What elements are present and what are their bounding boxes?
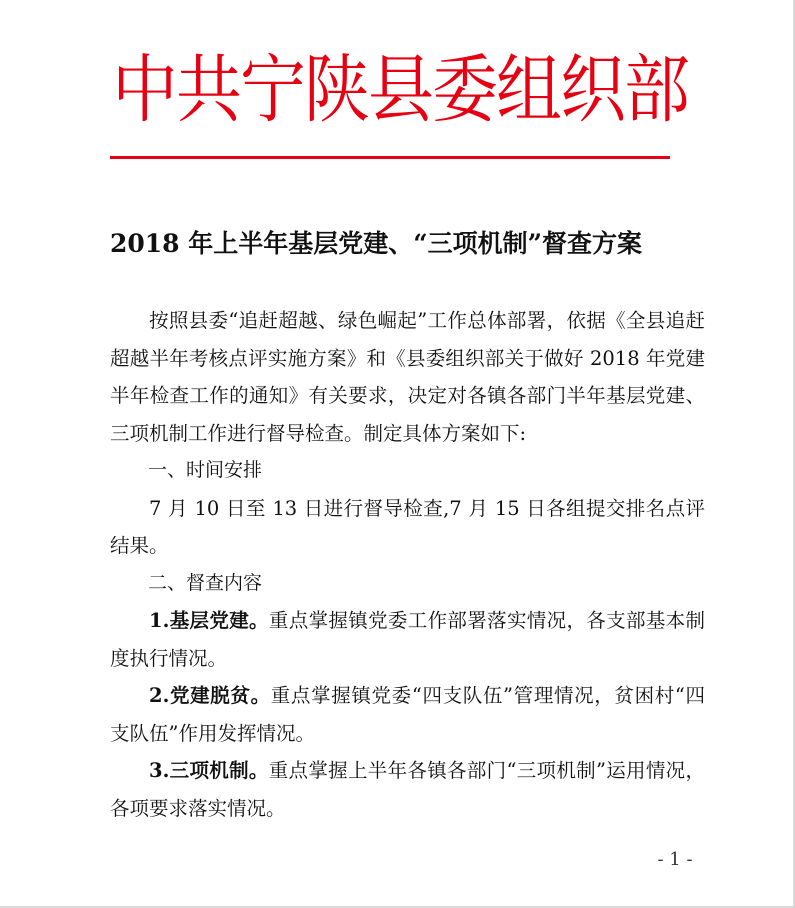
item-poverty-relief-label: 2.党建脱贫。: [149, 684, 271, 707]
document-title: 2018 年上半年基层党建、“三项机制”督查方案: [110, 229, 643, 258]
schedule-paragraph: 7 月 10 日至 13 日进行督导检查,7 月 15 日各组提交排名点评结果。: [110, 496, 705, 557]
org-header-title: 中共宁陕县委组织部: [112, 46, 688, 133]
item-three-mechanisms-text: 重点掌握上半年各镇各部门“三项机制”运用情况，各项要求落实情况。: [110, 759, 705, 820]
item-three-mechanisms: [110, 752, 705, 827]
intro-paragraph: 按照县委“追赶超越、绿色崛起”工作总体部署，依据《全县追赶超越半年考核点评实施方案》和《县委组织部关于做好 2018 年党建半年检查工作的通知》有关要求，决定对各镇各部门半年基层党建、三项机制工作进行督导检查。制定具体方案如下:: [110, 309, 705, 445]
item-poverty-relief-text: 重点掌握镇党委“四支队伍”管理情况，贫困村“四支队伍”作用发挥情况。: [110, 684, 705, 745]
section-heading-schedule: 一、时间安排: [148, 459, 263, 481]
page-number: - 1 -: [657, 849, 693, 870]
item-poverty-relief: [110, 677, 705, 752]
item-party-building-text: 重点掌握镇党委工作部署落实情况，各支部基本制度执行情况。: [110, 609, 705, 670]
item-party-building: [110, 602, 705, 677]
document-body: [110, 302, 705, 827]
section-heading-content: 二、督查内容: [148, 571, 263, 594]
header-divider: [110, 156, 670, 159]
item-three-mechanisms-label: 3.三项机制。: [149, 759, 269, 782]
item-party-building-label: 1.基层党建。: [149, 609, 269, 632]
